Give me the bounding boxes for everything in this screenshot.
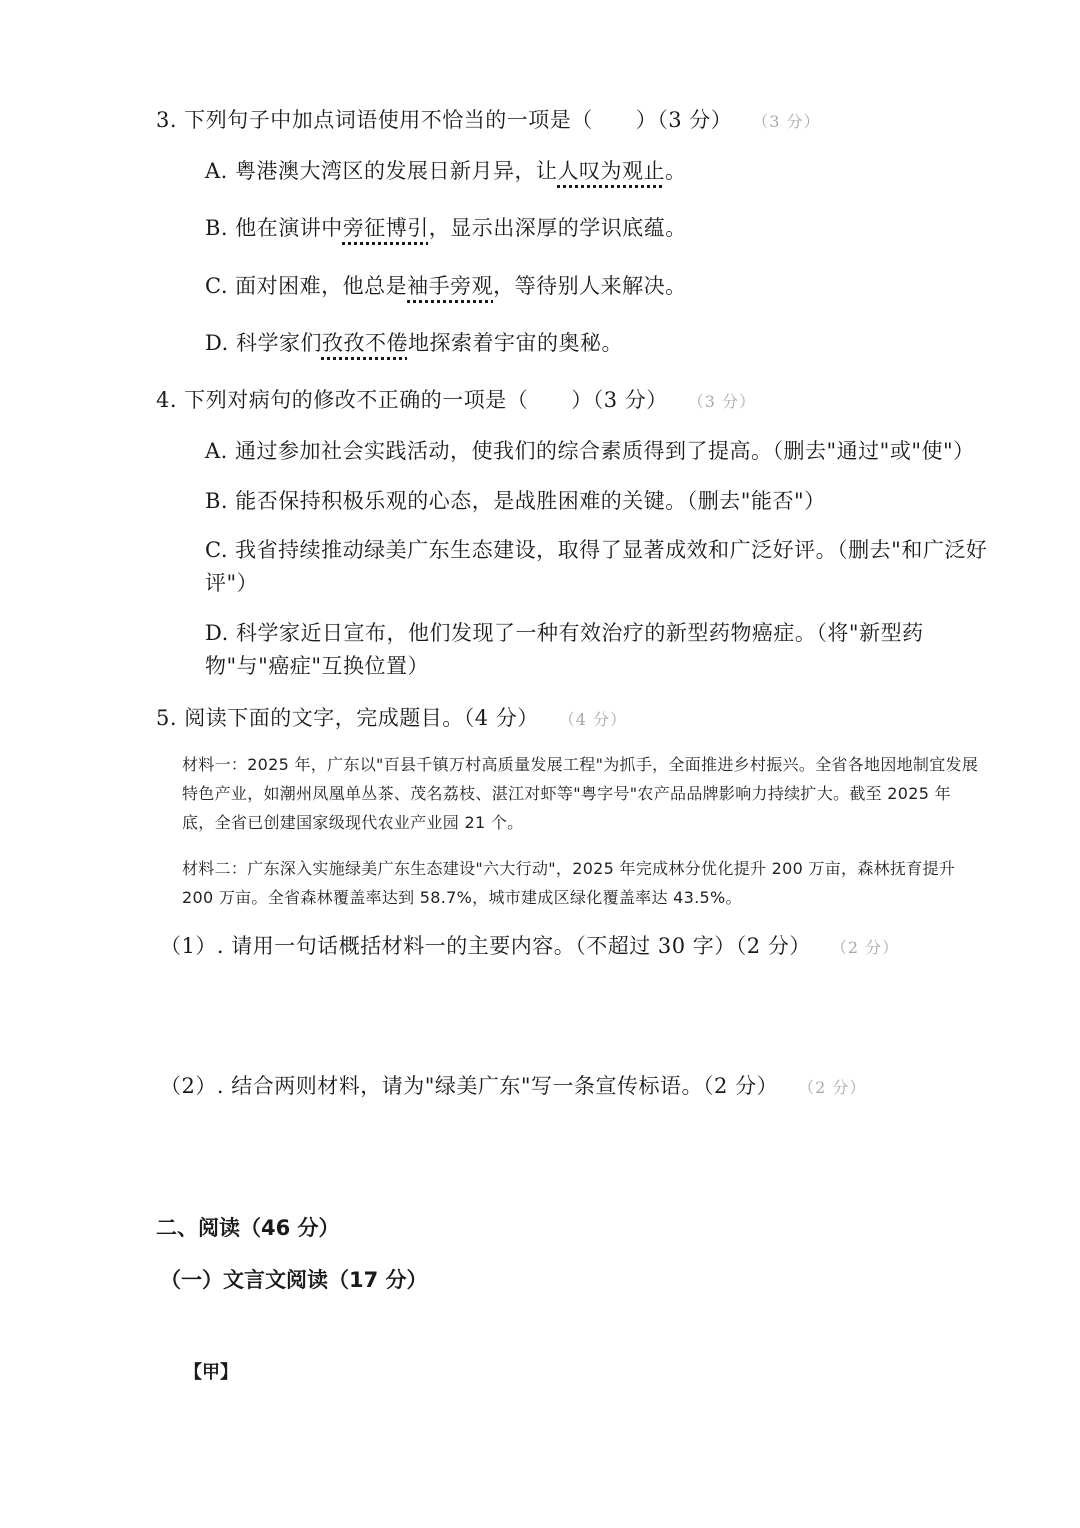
q5-sub1-text: （1）. 请用一句话概括材料一的主要内容。（不超过 30 字）（2 分） [160,934,811,958]
q4-option-a: A. 通过参加社会实践活动，使我们的综合素质得到了提高。（删去"通过"或"使"） [205,439,975,463]
q3-b-text: B. 他在演讲中 [205,216,343,240]
q3-c-text: C. 面对困难，他总是 [205,274,408,298]
q4-option-d: D. 科学家近日宣布，他们发现了一种有效治疗的新型药物癌症。（将"新型药物"与"癌症"互换位置） [205,621,924,678]
q5-material-1: 材料一：2025 年，广东以"百县千镇万村高质量发展工程"为抓手，全面推进乡村振兴。全省各地因地制宜发展特色产业，如潮州凤凰单丛茶、茂名荔枝、湛江对虾等"粤字号"农产品品牌影响力持续扩大。截至 2025 年底，全省已创建国家级现代农业产业园 21 个。 [182,755,979,832]
q3-d-text: D. 科学家们 [205,331,322,355]
q3-a-tail: 。 [665,159,687,183]
q4-stem [156,384,756,414]
q3-score-hint: （3 分） [760,112,821,131]
q3-stem [156,104,821,134]
q5-stem-text: 5. 阅读下面的文字，完成题目。（4 分） [156,706,539,730]
q5-sub1-score-hint: （2 分） [838,938,900,957]
q3-a-marked-phrase: 人叹为观止 [557,159,666,183]
q4-score-hint: （3 分） [695,392,757,411]
q3-c-marked-phrase: 袖手旁观 [407,274,494,298]
q5-subquestion-2 [160,1070,866,1100]
q4-stem-text: 4. 下列对病句的修改不正确的一项是（ ）（3 分） [156,388,668,412]
q3-a-text: A. 粤港澳大湾区的发展日新月异，让 [205,159,558,183]
q5-material-2: 材料二：广东深入实施绿美广东生态建设"六大行动"，2025 年完成林分优化提升 200 万亩，森林抚育提升 200 万亩。全省森林覆盖率达到 58.7%，城市建成区绿化覆盖率达 43.5%。 [182,859,956,907]
q3-option-a [205,155,687,185]
q3-stem-text: 3. 下列句子中加点词语使用不恰当的一项是（ ）（3 分） [156,108,733,132]
section-subtitle: （一）文言文阅读（17 分） [160,1268,428,1292]
q5-sub2-text: （2）. 结合两则材料，请为"绿美广东"写一条宣传标语。（2 分） [160,1074,779,1098]
section-title: 二、阅读（46 分） [156,1216,340,1240]
q3-d-tail: 地探索着宇宙的奥秘。 [407,331,623,355]
q3-d-marked-phrase: 孜孜不倦 [321,331,408,355]
q3-option-b [205,212,687,242]
q3-b-tail: ，显示出深厚的学识底蕴。 [428,216,687,240]
q3-c-tail: ，等待别人来解决。 [493,274,687,298]
passage-label: 【甲】 [184,1362,238,1383]
q3-b-marked-phrase: 旁征博引 [342,216,429,240]
q4-option-c: C. 我省持续推动绿美广东生态建设，取得了显著成效和广泛好评。（删去"和广泛好评"） [205,538,988,595]
q4-option-b: B. 能否保持积极乐观的心态，是战胜困难的关键。（删去"能否"） [205,489,826,513]
q5-score-hint: （4 分） [566,710,628,729]
q3-option-c [205,270,687,300]
q5-stem [156,702,627,732]
q5-sub2-score-hint: （2 分） [806,1078,867,1097]
q5-subquestion-1 [160,930,899,960]
q3-option-d [205,327,623,357]
